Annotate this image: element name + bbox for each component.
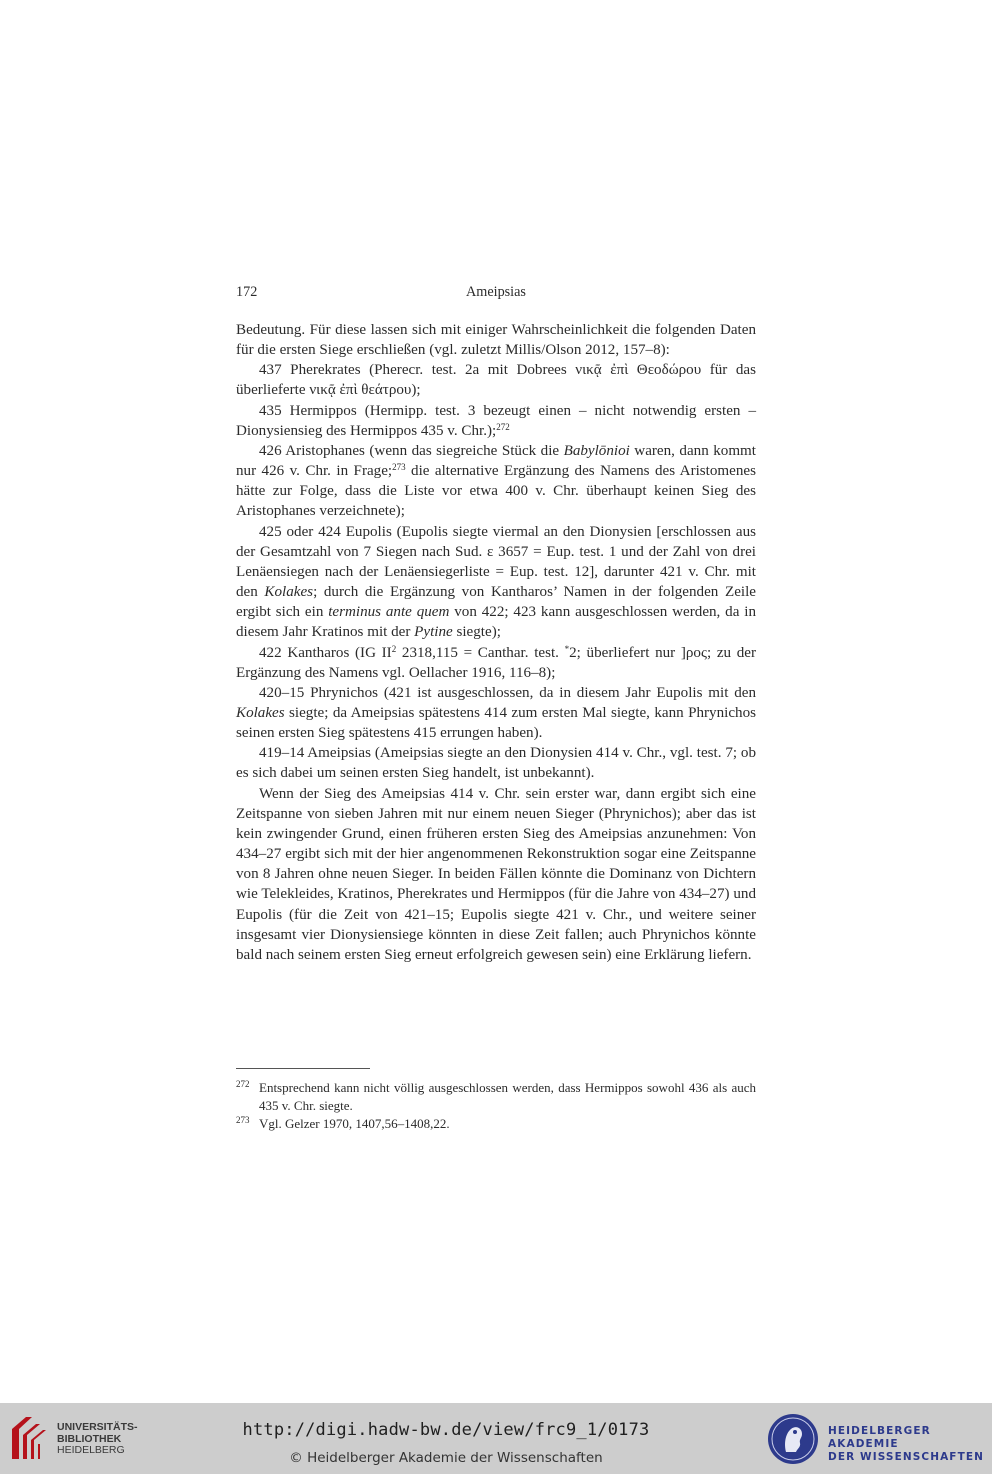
main-text (236, 320, 756, 965)
text-run: 426 Aristophanes (wenn das siegreiche Stück die (259, 442, 564, 459)
running-title: Ameipsias (466, 284, 526, 300)
footnote-273 (236, 1115, 756, 1133)
footnote-text: Vgl. Gelzer 1970, 1407,56–1408,22. (259, 1116, 450, 1131)
text-run: 420–15 Phrynichos (421 ist ausgeschlossen, da in diesem Jahr Eupolis mit den (259, 684, 756, 701)
text-run: von 422; 423 kann ausgeschlossen werden, da in diesem Jahr Kratinos mit der (236, 604, 757, 641)
library-line: BIBLIOTHEK (57, 1432, 122, 1445)
text-run: ; durch die Ergänzung von Kantharos’ Namen in der folgenden Zeile ergibt sich ein (236, 584, 756, 621)
academy-line: HEIDELBERGER AKADEMIE (828, 1425, 931, 1450)
paragraph-kantharos (236, 643, 756, 683)
text-run: 435 Hermippos (Hermipp. test. 3 bezeugt einen – nicht notwendig ersten – Dionysiensieg des Hermippos 435 v. Chr.); (236, 402, 756, 439)
footnote-text: Entsprechend kann nicht völlig ausgeschlossen werden, dass Hermippos sowohl 436 als auch 435 v. Chr. siegte. (259, 1080, 756, 1113)
paragraph-conclusion: Wenn der Sieg des Ameipsias 414 v. Chr. sein erster war, dann ergibt sich eine Zeitspanne von sieben Jahren mit nur einem neuen Sieger (Phrynichos); aber das ist kein zwingender Grund, einen früheren ersten Sieg des Ameipsias anzunehmen: Von 434–27 ergibt sich mit der hier angenommenen Rekonstruktion sogar eine Zeitspanne von 8 Jahren ohne neuen Sieger. In beiden Fällen könnte die Dominanz von Dichtern wie Telekleides, Kratinos, Pherekrates und Hermippos (für die Jahre von 434–27) und Eupolis (für die Zeit von 421–15; Eupolis siegte 421 v. Chr., und weitere seiner insgesamt vier Dionysiensiege könnten in diese Zeit fallen; auch Phrynichos könnte bald nach seinem ersten Sieg erneut erfolgreich gewesen sein) eine Erklärung liefern. (236, 785, 756, 963)
footnote-mark: 273 (236, 1115, 250, 1125)
text-run: die alternative Ergänzung des Namens des Aristomenes hätte zur Folge, dass die Liste vor etwa 400 v. Chr. überhaupt keinen Sieg des Aristophanes verzeichnete); (236, 463, 756, 520)
copyright-notice: © Heidelberger Akademie der Wissenschaften (289, 1450, 603, 1466)
academy-name (828, 1425, 992, 1464)
footnote-272 (236, 1079, 756, 1115)
paragraph-aristophanes (236, 441, 756, 522)
play-title: Kolakes (264, 584, 314, 601)
footnotes (236, 1079, 756, 1133)
page-number: 172 (236, 284, 258, 300)
paragraph-phrynichos (236, 683, 756, 743)
paragraph-eupolis (236, 522, 756, 643)
text-run: 2318,115 = Canthar. test. (396, 644, 565, 661)
text-run: 422 Kantharos (IG II (259, 644, 392, 661)
play-title: Pytine (414, 624, 453, 641)
paragraph-ameipsias: 419–14 Ameipsias (Ameipsias siegte an den Dionysien 414 v. Chr., vgl. test. 7; ob es sich dabei um seinen ersten Sieg handelt, ist unbekannt). (236, 745, 756, 782)
academy-line: DER WISSENSCHAFTEN (828, 1451, 985, 1463)
text-run: 2; überliefert nur ]ρος; zu der Ergänzung des Namens vgl. Oellacher 1916, 116–8); (236, 644, 757, 681)
library-line: HEIDELBERG (57, 1444, 125, 1456)
library-line: UNIVERSITÄTS- (57, 1421, 138, 1433)
library-name (57, 1422, 138, 1457)
paragraph-intro: Bedeutung. Für diese lassen sich mit einiger Wahrscheinlichkeit die folgenden Daten für die ersten Siege erschließen (vgl. zuletzt Millis/Olson 2012, 157–8): (236, 322, 756, 359)
footnote-divider (236, 1068, 370, 1069)
paragraph-pherekrates: 437 Pherekrates (Pherecr. test. 2a mit Dobrees νικᾷ ἐπὶ Θεοδώρου für das überlieferte νικᾷ ἐπὶ θεάτρου); (236, 362, 756, 399)
text-run: 425 oder 424 Eupolis (Eupolis siegte viermal an den Dionysien [erschlossen aus der Gesamtzahl von 7 Siegen nach Sud. ε 3657 = Eup. test. 1 und der Zahl von drei Lenäensiegen nach der Lenäensiegerliste = Eup. test. 12], darunter 421 v. Chr. mit den (236, 523, 756, 601)
footnote-ref-272[interactable]: 272 (496, 421, 510, 432)
footnote-mark: 272 (236, 1079, 250, 1089)
paragraph-hermippos (236, 401, 756, 441)
ub-heidelberg-logo-icon[interactable] (10, 1413, 50, 1463)
text-run: siegte); (452, 624, 501, 641)
text-run: waren, dann kommt nur 426 v. Chr. in Frage; (236, 442, 756, 480)
play-title: Babylōnioi (563, 442, 630, 459)
play-title: Kolakes (236, 704, 285, 721)
running-header (236, 284, 756, 304)
viewer-footer-bar (0, 1403, 992, 1474)
text-run: siegte; da Ameipsias spätestens 414 zum ersten Mal siegte, kann Phrynichos seinen ersten Sieg spätestens 415 errungen haben). (236, 704, 756, 742)
footnote-ref-273[interactable]: 273 (392, 462, 406, 473)
asterisk-superscript: * (564, 643, 570, 654)
latin-term: terminus ante quem (328, 604, 450, 621)
edition-superscript: 2 (391, 643, 397, 654)
academy-seal-icon[interactable] (766, 1412, 820, 1466)
permalink-url[interactable]: http://digi.hadw-bw.de/view/frc9_1/0173 (242, 1420, 650, 1440)
